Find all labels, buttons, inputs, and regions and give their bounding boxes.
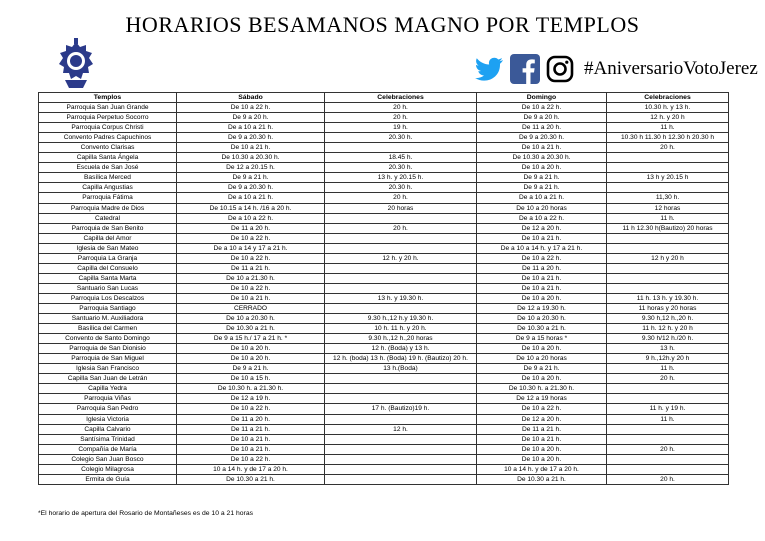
table-cell: Capilla Santa Ángela bbox=[39, 153, 177, 163]
table-cell: Santuario San Lucas bbox=[39, 283, 177, 293]
table-cell: De 10 a 21 h. bbox=[477, 273, 607, 283]
table-cell: De 11 a 21 h. bbox=[177, 263, 325, 273]
column-header: Sábado bbox=[177, 93, 325, 103]
table-cell: De 9 a 15 horas * bbox=[477, 334, 607, 344]
table-cell bbox=[607, 424, 729, 434]
table-cell: 11 h. 13 h. y 19.30 h. bbox=[607, 293, 729, 303]
table-cell: 12 h. bbox=[325, 424, 477, 434]
table-cell: 11 h 12.30 h(Bautizo) 20 horas bbox=[607, 223, 729, 233]
table-cell: De a 10 a 21 h. bbox=[177, 123, 325, 133]
table-cell bbox=[607, 464, 729, 474]
table-cell: De 10 a 22 h. bbox=[177, 283, 325, 293]
table-cell: Parroquia Corpus Christi bbox=[39, 123, 177, 133]
table-cell: De 9 a 21 h. bbox=[477, 364, 607, 374]
table-cell: CERRADO bbox=[177, 303, 325, 313]
table-cell: 10.30 h 11.30 h 12.30 h 20.30 h bbox=[607, 133, 729, 143]
table-cell bbox=[325, 384, 477, 394]
table-cell: De 10 a 22 h. bbox=[177, 253, 325, 263]
table-cell: Iglesia Victoria bbox=[39, 414, 177, 424]
table-cell: De a 10 a 14 y 17 a 21 h. bbox=[177, 243, 325, 253]
table-cell bbox=[607, 233, 729, 243]
table-cell: Capilla Calvario bbox=[39, 424, 177, 434]
table-row bbox=[39, 303, 729, 313]
table-cell: De 10 a 21 h. bbox=[477, 233, 607, 243]
table-cell bbox=[607, 454, 729, 464]
table-cell: Parroquia de San Miguel bbox=[39, 354, 177, 364]
table-cell bbox=[325, 143, 477, 153]
column-header: Domingo bbox=[477, 93, 607, 103]
table-row bbox=[39, 454, 729, 464]
table-cell bbox=[607, 183, 729, 193]
table-cell: De 10.30 a 21 h. bbox=[177, 474, 325, 484]
table-cell: 10 a 14 h. y de 17 a 20 h. bbox=[477, 464, 607, 474]
table-cell: De a 10 a 22 h. bbox=[177, 213, 325, 223]
table-cell: 12 horas bbox=[607, 203, 729, 213]
table-cell: Capilla San Juan de Letrán bbox=[39, 374, 177, 384]
table-row bbox=[39, 394, 729, 404]
table-cell: Catedral bbox=[39, 213, 177, 223]
table-row bbox=[39, 223, 729, 233]
table-cell: Basílica Merced bbox=[39, 173, 177, 183]
table-cell: De 12 a 19.30 h. bbox=[477, 303, 607, 313]
table-cell bbox=[325, 374, 477, 384]
table-cell: 20 h. bbox=[325, 223, 477, 233]
table-cell: 19 h. bbox=[325, 123, 477, 133]
table-cell: 11 horas y 20 horas bbox=[607, 303, 729, 313]
table-cell: De a 10 a 21 h. bbox=[177, 193, 325, 203]
instagram-icon bbox=[546, 55, 574, 83]
table-cell: Basílica del Carmen bbox=[39, 324, 177, 334]
schedule-table bbox=[38, 92, 729, 485]
table-cell: De 12 a 20 h. bbox=[477, 414, 607, 424]
table-cell: 20 h. bbox=[607, 374, 729, 384]
table-cell: Capilla Santa Marta bbox=[39, 273, 177, 283]
table-cell: 9.30 h.,12 h.y 19.30 h. bbox=[325, 314, 477, 324]
table-row bbox=[39, 374, 729, 384]
table-cell: De 12 a 20 h. bbox=[477, 223, 607, 233]
table-cell: De 10 a 22 h. bbox=[477, 103, 607, 113]
table-cell bbox=[325, 394, 477, 404]
table-row bbox=[39, 474, 729, 484]
column-header: Templos bbox=[39, 93, 177, 103]
table-cell: 12 h. y 20 h. bbox=[325, 253, 477, 263]
table-cell: De 10 a 20.30 h. bbox=[177, 314, 325, 324]
table-cell: 11 h. bbox=[607, 123, 729, 133]
table-cell: Ermita de Guía bbox=[39, 474, 177, 484]
table-header-row bbox=[39, 93, 729, 103]
table-cell bbox=[607, 283, 729, 293]
table-body bbox=[39, 103, 729, 485]
table-cell: De 9 a 21 h. bbox=[477, 173, 607, 183]
table-row bbox=[39, 123, 729, 133]
table-cell: Iglesia de San Mateo bbox=[39, 243, 177, 253]
table-cell: 20 h. bbox=[325, 103, 477, 113]
table-cell: De 9 a 21 h. bbox=[477, 183, 607, 193]
table-cell: De 10.30 a 21 h. bbox=[477, 474, 607, 484]
table-cell: De 9 a 20 h. bbox=[177, 113, 325, 123]
table-row bbox=[39, 344, 729, 354]
table-cell bbox=[325, 233, 477, 243]
table-cell: 18.45 h. bbox=[325, 153, 477, 163]
table-row bbox=[39, 314, 729, 324]
table-cell: De 10 a 22 h. bbox=[177, 454, 325, 464]
table-cell bbox=[325, 414, 477, 424]
table-cell: 13 h. y 20.15 h. bbox=[325, 173, 477, 183]
table-cell: Convento Padres Capuchinos bbox=[39, 133, 177, 143]
table-cell: De 11 a 20 h. bbox=[177, 414, 325, 424]
table-cell bbox=[325, 444, 477, 454]
table-cell: 11 h. 12 h. y 20 h bbox=[607, 324, 729, 334]
table-cell: 11 h. bbox=[607, 414, 729, 424]
table-row bbox=[39, 203, 729, 213]
table-cell bbox=[607, 394, 729, 404]
table-cell bbox=[325, 283, 477, 293]
facebook-icon bbox=[510, 54, 540, 84]
table-row bbox=[39, 324, 729, 334]
table-cell: De 9 a 20.30 h. bbox=[177, 133, 325, 143]
table-row bbox=[39, 163, 729, 173]
table-cell: Parroquia La Granja bbox=[39, 253, 177, 263]
table-cell: Santuario M. Auxiliadora bbox=[39, 314, 177, 324]
twitter-icon bbox=[474, 56, 504, 82]
table-row bbox=[39, 364, 729, 374]
table-cell: Santísima Trinidad bbox=[39, 434, 177, 444]
table-cell: 20.30 h. bbox=[325, 183, 477, 193]
table-row bbox=[39, 193, 729, 203]
table-cell: De 12 a 19 h. bbox=[177, 394, 325, 404]
table-cell bbox=[325, 434, 477, 444]
table-cell: 12 h. (Boda) y 13 h. bbox=[325, 344, 477, 354]
table-cell: Iglesia San Francisco bbox=[39, 364, 177, 374]
table-cell: 10 a 14 h. y de 17 a 20 h. bbox=[177, 464, 325, 474]
table-cell: De 9 a 21 h. bbox=[177, 173, 325, 183]
table-row bbox=[39, 113, 729, 123]
table-cell bbox=[325, 474, 477, 484]
table-cell: De 10.30 h. a 21.30 h. bbox=[177, 384, 325, 394]
table-row bbox=[39, 133, 729, 143]
table-cell: De 9 a 15 h./ 17 a 21 h. * bbox=[177, 334, 325, 344]
table-cell bbox=[325, 263, 477, 273]
table-cell: 11 h. bbox=[607, 364, 729, 374]
table-cell: De 10.30 a 21 h. bbox=[177, 324, 325, 334]
table-row bbox=[39, 173, 729, 183]
table-cell: 20.30 h. bbox=[325, 163, 477, 173]
table-cell: De 10 a 15 h. bbox=[177, 374, 325, 384]
table-cell: 9 h.,12h.y 20 h bbox=[607, 354, 729, 364]
table-cell: 9.30 h/12 h./20 h. bbox=[607, 334, 729, 344]
table-cell: 13 h y 20.15 h bbox=[607, 173, 729, 183]
table-cell: De 10 a 21 h. bbox=[177, 143, 325, 153]
table-cell bbox=[325, 303, 477, 313]
table-cell: De 10 a 20 h. bbox=[477, 344, 607, 354]
table-cell: De 10 a 22 h. bbox=[177, 233, 325, 243]
table-cell: Parroquia San Pedro bbox=[39, 404, 177, 414]
table-cell: 12 h. (boda) 13 h. (Boda) 19 h. (Bautizo) 20 h. bbox=[325, 354, 477, 364]
table-cell: Parroquia Los Descalzos bbox=[39, 293, 177, 303]
table-row bbox=[39, 414, 729, 424]
table-row bbox=[39, 243, 729, 253]
table-row bbox=[39, 434, 729, 444]
table-cell: De 10.15 a 14 h. /16 a 20 h. bbox=[177, 203, 325, 213]
table-row bbox=[39, 464, 729, 474]
table-cell: De 10 a 21 h. bbox=[177, 293, 325, 303]
table-cell: Parroquia Perpetuo Socorro bbox=[39, 113, 177, 123]
table-cell: De 10 a 22 h. bbox=[477, 253, 607, 263]
table-cell: Capilla del Amor bbox=[39, 233, 177, 243]
table-cell: De 10 a 20.30 h. bbox=[477, 314, 607, 324]
table-cell: Parroquia de San Benito bbox=[39, 223, 177, 233]
table-cell: Capilla Yedra bbox=[39, 384, 177, 394]
table-cell: Convento Clarisas bbox=[39, 143, 177, 153]
table-row bbox=[39, 233, 729, 243]
table-cell bbox=[607, 263, 729, 273]
table-cell: De 12 a 19 horas bbox=[477, 394, 607, 404]
table-cell: De 10 a 21 h. bbox=[177, 434, 325, 444]
table-cell: De 10 a 21.30 h. bbox=[177, 273, 325, 283]
table-row bbox=[39, 354, 729, 364]
table-cell: De 10 a 20 h. bbox=[477, 374, 607, 384]
table-cell: De 10 a 20 h. bbox=[477, 293, 607, 303]
table-cell: 20 h. bbox=[607, 444, 729, 454]
table-cell: 17 h. (Bautizo)19 h. bbox=[325, 404, 477, 414]
footnote: *El horario de apertura del Rosario de Montañeses es de 10 a 21 horas bbox=[38, 510, 253, 517]
table-cell: 20 h. bbox=[325, 193, 477, 203]
table-cell bbox=[607, 434, 729, 444]
table-cell: 12 h y 20 h bbox=[607, 253, 729, 263]
table-cell: Parroquia Viñas bbox=[39, 394, 177, 404]
table-cell: 11 h. y 19 h. bbox=[607, 404, 729, 414]
table-cell: De 9 a 20 h. bbox=[477, 113, 607, 123]
table-cell: De a 10 a 22 h. bbox=[477, 213, 607, 223]
table-cell bbox=[607, 243, 729, 253]
table-cell bbox=[325, 454, 477, 464]
table-cell: 10 h. 11 h. y 20 h. bbox=[325, 324, 477, 334]
table-row bbox=[39, 384, 729, 394]
table-cell bbox=[325, 243, 477, 253]
table-cell: De 9 a 20.30 h. bbox=[177, 183, 325, 193]
table-cell: De 11 a 21 h. bbox=[177, 424, 325, 434]
social-bar bbox=[474, 52, 758, 86]
table-cell: De 10 a 21 h. bbox=[477, 283, 607, 293]
table-cell: De 10.30 a 20.30 h. bbox=[477, 153, 607, 163]
table-cell: Parroquia de San Dionisio bbox=[39, 344, 177, 354]
table-cell: 9.30 h.,12 h.,20 horas bbox=[325, 334, 477, 344]
table-cell: Parroquia San Juan Grande bbox=[39, 103, 177, 113]
column-header: Celebraciones bbox=[607, 93, 729, 103]
table-row bbox=[39, 183, 729, 193]
table-cell: Convento de Santo Domingo bbox=[39, 334, 177, 344]
table-cell: De 10 a 21 h. bbox=[477, 434, 607, 444]
table-cell bbox=[607, 153, 729, 163]
table-cell bbox=[607, 273, 729, 283]
table-cell: Colegio Milagrosa bbox=[39, 464, 177, 474]
table-cell: Colegio San Juan Bosco bbox=[39, 454, 177, 464]
table-cell: De 11 a 21 h. bbox=[477, 424, 607, 434]
table-cell: De 9 a 20.30 h. bbox=[477, 133, 607, 143]
table-row bbox=[39, 143, 729, 153]
table-cell: De 11 a 20 h. bbox=[177, 223, 325, 233]
table-row bbox=[39, 263, 729, 273]
table-cell: 9.30 h,12 h.,20 h. bbox=[607, 314, 729, 324]
table-cell: 20 h. bbox=[325, 113, 477, 123]
table-cell: De 10.30 h. a 21.30 h. bbox=[477, 384, 607, 394]
table-row bbox=[39, 334, 729, 344]
table-row bbox=[39, 273, 729, 283]
table-cell: Escuela de San José bbox=[39, 163, 177, 173]
table-cell: 13 h. y 19.30 h. bbox=[325, 293, 477, 303]
table-cell: De 10.30 a 20.30 h. bbox=[177, 153, 325, 163]
table-cell: Parroquia Madre de Dios bbox=[39, 203, 177, 213]
table-cell: De 10 a 22 h. bbox=[177, 404, 325, 414]
table-cell: De 10 a 21 h. bbox=[177, 444, 325, 454]
table-cell: De 10 a 20 h. bbox=[477, 444, 607, 454]
table-cell: Compañía de María bbox=[39, 444, 177, 454]
table-cell bbox=[607, 163, 729, 173]
hashtag: #AniversarioVotoJerez bbox=[584, 58, 758, 79]
table-cell: 10.30 h. y 13 h. bbox=[607, 103, 729, 113]
table-cell: De 10 a 22 h. bbox=[177, 103, 325, 113]
table-cell: De 10 a 20 horas bbox=[477, 354, 607, 364]
table-cell: De 10 a 20 horas bbox=[477, 203, 607, 213]
table-cell: De 10 a 20 h. bbox=[477, 163, 607, 173]
table-cell: De 10 a 20 h. bbox=[177, 344, 325, 354]
table-row bbox=[39, 444, 729, 454]
column-header: Celebraciones bbox=[325, 93, 477, 103]
table-row bbox=[39, 424, 729, 434]
table-row bbox=[39, 283, 729, 293]
table-cell: 20.30 h. bbox=[325, 133, 477, 143]
table-row bbox=[39, 404, 729, 414]
table-row bbox=[39, 153, 729, 163]
table-cell bbox=[325, 464, 477, 474]
table-cell: 11,30 h. bbox=[607, 193, 729, 203]
table-cell: De 9 a 21 h. bbox=[177, 364, 325, 374]
table-cell: De 12 a 20.15 h. bbox=[177, 163, 325, 173]
table-cell: Parroquia Santiago bbox=[39, 303, 177, 313]
table-cell: De 11 a 20 h. bbox=[477, 123, 607, 133]
table-cell: De 11 a 20 h. bbox=[477, 263, 607, 273]
table-cell: De 10 a 20 h. bbox=[177, 354, 325, 364]
table-cell: 12 h. y 20 h bbox=[607, 113, 729, 123]
table-cell: Capilla Angustias bbox=[39, 183, 177, 193]
table-row bbox=[39, 103, 729, 113]
table-cell: 20 horas bbox=[325, 203, 477, 213]
table-cell: Capilla del Consuelo bbox=[39, 263, 177, 273]
table-cell: 20 h. bbox=[607, 143, 729, 153]
table-cell bbox=[607, 384, 729, 394]
table-cell: De a 10 a 14 h. y 17 a 21 h. bbox=[477, 243, 607, 253]
table-cell: De 10 a 21 h. bbox=[477, 143, 607, 153]
page-title: HORARIOS BESAMANOS MAGNO POR TEMPLOS bbox=[125, 12, 640, 37]
table-cell bbox=[325, 213, 477, 223]
table-cell: Parroquia Fátima bbox=[39, 193, 177, 203]
brotherhood-crest-logo bbox=[53, 38, 99, 90]
table-cell: De 10 a 20 h. bbox=[477, 454, 607, 464]
table-row bbox=[39, 253, 729, 263]
table-cell: 13 h.(Boda) bbox=[325, 364, 477, 374]
table-cell: 13 h. bbox=[607, 344, 729, 354]
table-cell: De 10.30 a 21 h. bbox=[477, 324, 607, 334]
table-row bbox=[39, 213, 729, 223]
table-cell: 20 h. bbox=[607, 474, 729, 484]
table-cell: 11 h. bbox=[607, 213, 729, 223]
table-row bbox=[39, 293, 729, 303]
table-cell bbox=[325, 273, 477, 283]
table-cell: De 10 a 22 h. bbox=[477, 404, 607, 414]
table-cell: De a 10 a 21 h. bbox=[477, 193, 607, 203]
